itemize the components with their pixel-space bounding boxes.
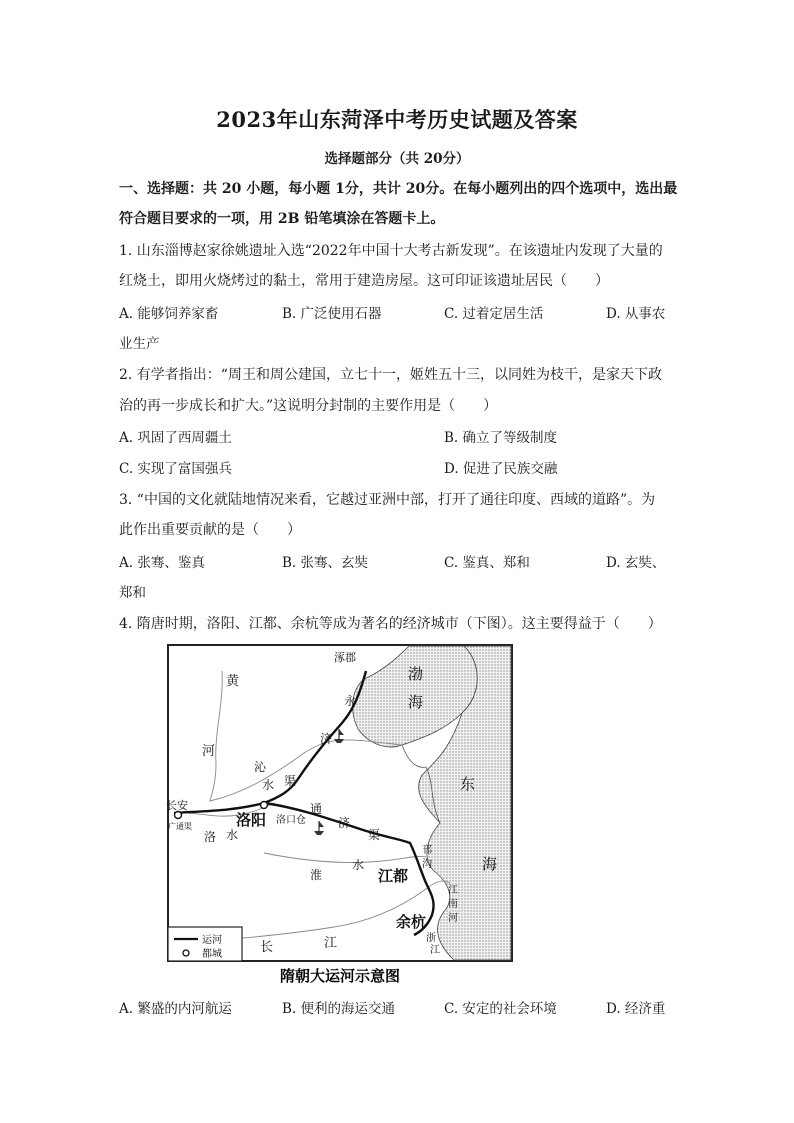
- question-2-line-1: 2. 有学者指出：“周王和周公建国，立七十一，姬姓五十三，以同姓为枝干，是家天下政: [119, 367, 662, 383]
- instructions-line-1: 一、选择题：共 20 小题，每小题 1分，共计 20分。在每小题列出的四个选项中，选出最: [119, 181, 678, 197]
- river-label-luo-1: 洛: [204, 830, 217, 844]
- canal-label-hangou-2: 沟: [422, 859, 432, 870]
- sea-label-dong-hai: 海: [482, 856, 498, 873]
- section-subtitle: 选择题部分（共 20分）: [324, 151, 470, 167]
- question-1-option-b: B. 广泛使用石器: [282, 306, 382, 322]
- map-caption: 隋朝大运河示意图: [279, 968, 401, 985]
- canal-label-yongji-1: 永: [344, 694, 357, 708]
- question-3-line-1: 3. “中国的文化就陆地情况来看，它越过亚洲中部，打开了通往印度、西域的道路”。为: [119, 492, 656, 508]
- map-legend: [168, 927, 242, 961]
- river-label-jiang: 江: [324, 935, 338, 950]
- capital-marker-luoyang: [261, 802, 268, 809]
- question-1-line-2: 红烧土，即用火烧烤过的黏土，常用于建造房屋。这可印证该遗址居民（ ）: [119, 273, 609, 289]
- city-label-changan: 长安: [166, 800, 188, 812]
- question-1-option-a: A. 能够饲养家畜: [119, 306, 219, 322]
- grand-canal-map: [164, 643, 516, 988]
- river-label-huai-2: 水: [352, 858, 365, 872]
- city-label-zhuojun: 涿郡: [334, 652, 356, 664]
- question-1-option-d-continuation: 业生产: [119, 336, 160, 352]
- canal-label-tongji-3: 渠: [368, 828, 381, 842]
- question-3-option-d: D. 玄奘、: [606, 555, 666, 571]
- legend-capital-swatch: [183, 950, 189, 956]
- question-4-option-d: D. 经济重: [606, 1001, 666, 1017]
- question-2-line-2: 治的再一步成长和扩大。”这说明分封制的主要作用是（ ）: [119, 398, 498, 414]
- question-3-option-b: B. 张骞、玄奘: [282, 555, 369, 571]
- canal-label-tongji-1: 通: [310, 802, 323, 816]
- river-label-zhe-1: 浙: [426, 933, 436, 944]
- capital-marker-changan: [175, 812, 182, 819]
- canal-label-jiangnan-1: 江: [448, 885, 458, 896]
- canal-label-yongji-3: 渠: [284, 774, 297, 788]
- question-4-option-c: C. 安定的社会环境: [444, 1001, 557, 1017]
- document-title: 2023年山东菏泽中考历史试题及答案: [216, 107, 578, 132]
- question-2-option-b: B. 确立了等级制度: [444, 430, 558, 446]
- question-1-option-d: D. 从事农: [606, 306, 666, 322]
- canal-label-jiangnan-3: 河: [448, 913, 458, 924]
- river-label-he: 河: [202, 743, 216, 758]
- question-3-option-c: C. 鉴真、郑和: [444, 555, 530, 571]
- question-3-option-d-continuation: 郑和: [119, 585, 146, 601]
- question-2-option-a: A. 巩固了西周疆土: [119, 430, 232, 446]
- question-4-line-1: 4. 隋唐时期，洛阳、江都、余杭等成为著名的经济城市（下图）。这主要得益于（ ）: [119, 616, 662, 632]
- canal-label-tongji-2: 济: [338, 816, 351, 830]
- river-label-qin-1: 沁: [254, 760, 267, 774]
- question-3-option-a: A. 张骞、鉴真: [119, 555, 205, 571]
- sea-label-bo: 渤: [408, 666, 424, 683]
- canal-label-jiangnan-2: 南: [448, 899, 458, 910]
- city-label-yuhang: 余杭: [396, 914, 427, 931]
- question-2-option-d: D. 促进了民族交融: [444, 461, 558, 477]
- question-1-line-1: 1. 山东淄博赵家徐姚遗址入选“2022年中国十大考古新发现”。在该遗址内发现了大量的: [119, 243, 663, 259]
- label-luokoucang: 洛口仓: [276, 815, 306, 826]
- canal-label-yongji-2: 济: [320, 732, 333, 746]
- question-4-option-a: A. 繁盛的内河航运: [119, 1001, 232, 1017]
- city-label-jiangdu: 江都: [378, 868, 409, 885]
- river-label-huai-1: 淮: [310, 868, 323, 882]
- river-label-chang: 长: [260, 939, 274, 954]
- sea-label-hai: 海: [408, 694, 424, 711]
- legend-capital-label: 都城: [202, 949, 222, 960]
- canal-label-hangou-1: 邗: [422, 845, 432, 856]
- sea-label-dong: 东: [460, 776, 476, 793]
- instructions-line-2: 符合题目要求的一项，用 2B 铅笔填涂在答题卡上。: [119, 211, 445, 227]
- river-label-qin-2: 水: [262, 778, 275, 792]
- question-1-option-c: C. 过着定居生活: [444, 306, 544, 322]
- canal-label-guangtong: 广通渠: [168, 822, 192, 831]
- river-label-luo-2: 水: [226, 828, 239, 842]
- river-label-huang: 黄: [226, 673, 240, 688]
- city-label-luoyang: 洛阳: [236, 812, 267, 829]
- question-3-line-2: 此作出重要贡献的是（ ）: [119, 522, 301, 538]
- question-2-option-c: C. 实现了富国强兵: [119, 461, 232, 477]
- river-label-zhe-2: 江: [430, 945, 440, 956]
- question-4-option-b: B. 便利的海运交通: [282, 1001, 396, 1017]
- legend-canal-label: 运河: [202, 935, 222, 946]
